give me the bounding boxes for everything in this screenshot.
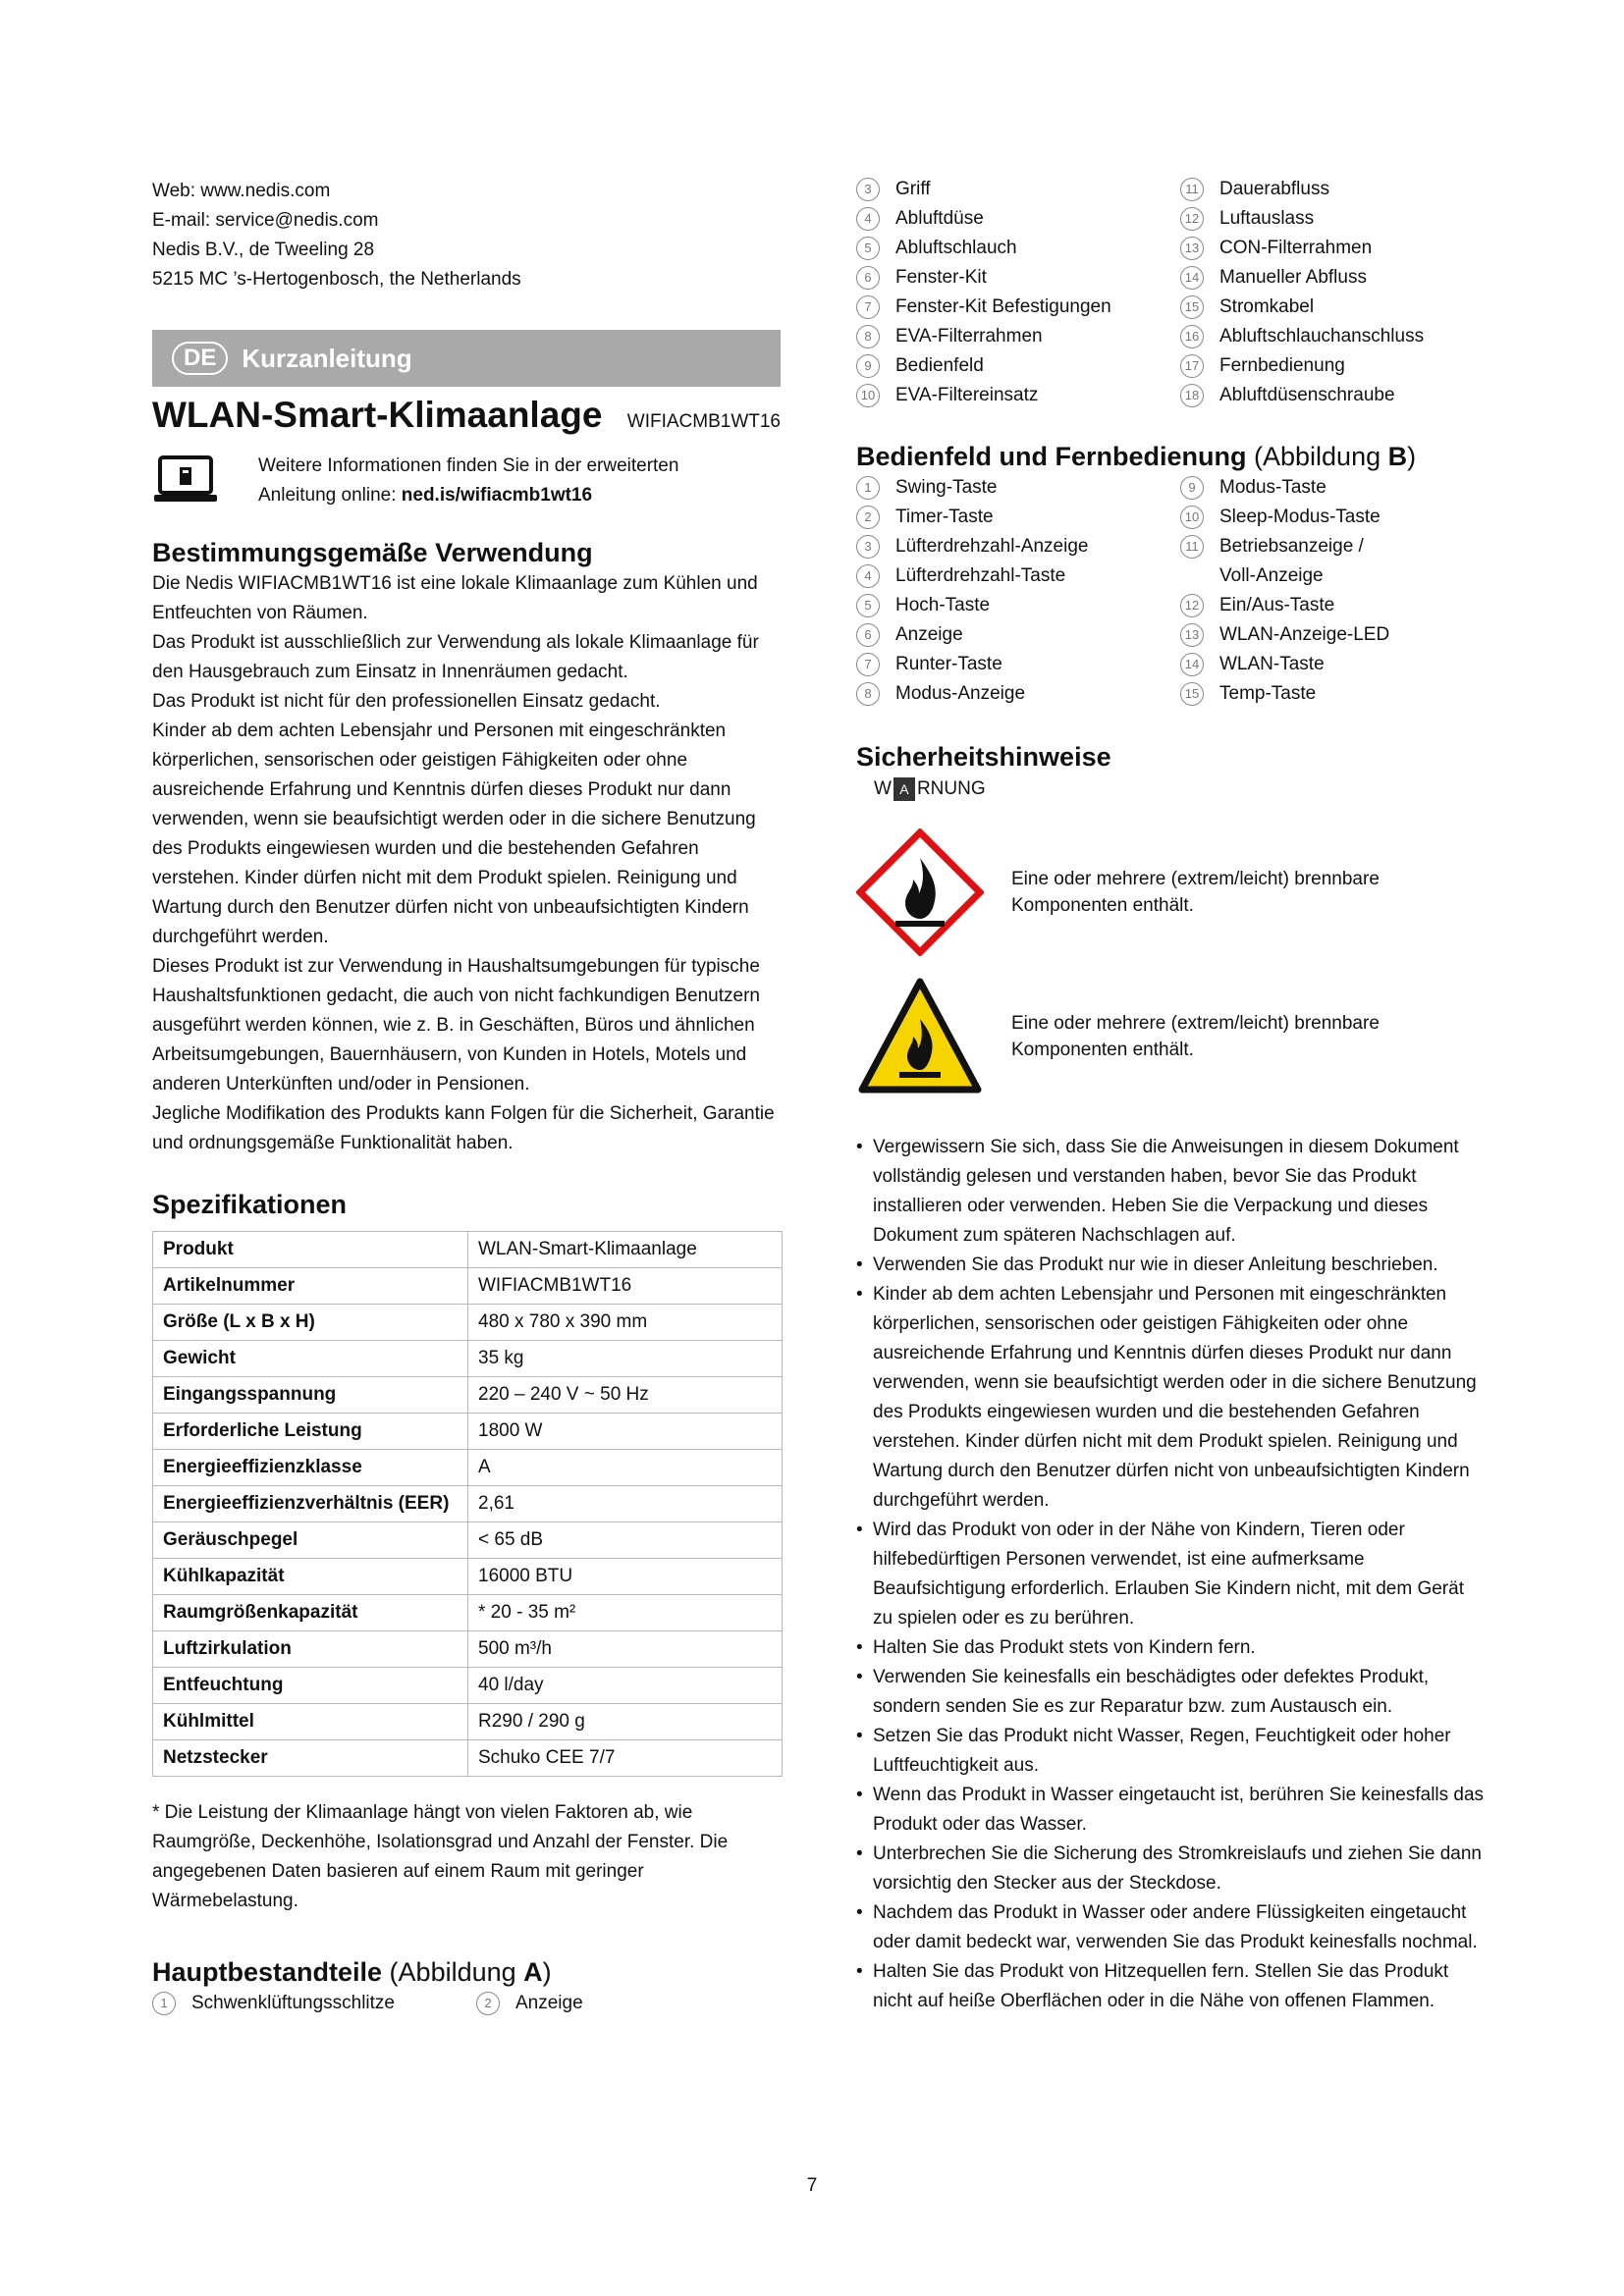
spec-value: * 20 - 35 m² [468, 1595, 783, 1631]
item-label: Betriebsanzeige / [1219, 536, 1364, 557]
spec-value: Schuko CEE 7/7 [468, 1740, 783, 1777]
item-number: 15 [1180, 682, 1204, 706]
parts-heading: Hauptbestandteile (Abbildung A) [152, 1957, 552, 1987]
item-number: 8 [856, 682, 880, 706]
spec-label-cell [153, 1522, 468, 1559]
contact-company: Nedis B.V., de Tweeling 28 [152, 240, 375, 260]
item-label: Abluftdüsenschraube [1219, 385, 1395, 405]
spec-row [153, 1486, 783, 1522]
item-number: 11 [1180, 535, 1204, 559]
spec-label: Netzstecker [163, 1747, 268, 1768]
spec-row [153, 1704, 783, 1740]
spec-label-cell [153, 1450, 468, 1486]
spec-row [153, 1668, 783, 1704]
safety-heading: Sicherheitshinweise [856, 742, 1111, 772]
component-item [856, 620, 1180, 650]
spec-label-cell [153, 1668, 468, 1704]
spec-row [153, 1305, 783, 1341]
item-number: 6 [856, 266, 880, 290]
component-item [1180, 591, 1485, 620]
spec-value: 16000 BTU [468, 1559, 783, 1595]
item-label: Manueller Abfluss [1219, 267, 1367, 288]
component-item [856, 263, 1180, 293]
spec-row [153, 1595, 783, 1631]
parts-section [152, 1955, 781, 2018]
usage-paragraph: Jegliche Modifikation des Produkts kann Folgen für die Sicherheit, Garantie und ordnungsgemäße Funktionalität haben. [152, 1103, 775, 1153]
component-item [856, 293, 1180, 322]
hazard-text-1: Eine oder mehrere (extrem/leicht) brennbare Komponenten enthält. [1011, 869, 1380, 916]
item-label: Abluftdüse [895, 208, 984, 229]
spec-label: Geräuschpegel [163, 1529, 298, 1550]
component-item [1180, 561, 1485, 591]
spec-value: 35 kg [468, 1341, 783, 1377]
item-number: 2 [476, 1992, 500, 2015]
item-label: WLAN-Taste [1219, 654, 1325, 674]
spec-row [153, 1268, 783, 1305]
item-number: 1 [152, 1992, 176, 2015]
item-number: 15 [1180, 295, 1204, 319]
item-number: 12 [1180, 207, 1204, 231]
component-item [856, 532, 1180, 561]
component-item [856, 175, 1180, 204]
spec-label-cell [153, 1740, 468, 1777]
spec-value: 500 m³/h [468, 1631, 783, 1668]
title-row [152, 395, 781, 436]
component-item [1180, 620, 1485, 650]
spec-label: Entfeuchtung [163, 1675, 284, 1695]
item-number: 17 [1180, 354, 1204, 378]
component-item [1180, 293, 1485, 322]
contact-web: Web: www.nedis.com [152, 181, 331, 201]
item-label: Schwenklüftungsschlitze [191, 1993, 395, 2013]
item-label: Fernbedienung [1219, 355, 1345, 376]
item-number: 13 [1180, 237, 1204, 260]
spec-footnote: * Die Leistung der Klimaanlage hängt von vielen Faktoren ab, wie Raumgröße, Deckenhöhe, Isolationsgrad und Anzahl der Fenster. Die angegebenen Daten basieren auf einem Raum mit geringer Wärmebelastung. [152, 1802, 729, 1911]
hazard-flammable-triangle [856, 976, 1485, 1097]
component-item [1180, 234, 1485, 263]
component-item [1180, 650, 1485, 679]
safety-bullet: • Wenn das Produkt in Wasser eingetaucht ist, berühren Sie keinesfalls das Produkt oder das Wasser. [856, 1781, 1485, 1840]
language-banner [152, 330, 781, 387]
spec-row [153, 1377, 783, 1414]
item-label: WLAN-Anzeige-LED [1219, 624, 1390, 645]
contact-address: 5215 MC ’s-Hertogenbosch, the Netherlands [152, 269, 521, 290]
spec-table [152, 1231, 783, 1777]
ghs-flame-icon [856, 828, 984, 956]
item-label: Dauerabfluss [1219, 179, 1329, 199]
item-number: 5 [856, 237, 880, 260]
item-number: 14 [1180, 653, 1204, 676]
spec-label: Energieeffizienzklasse [163, 1457, 362, 1477]
item-number: 2 [856, 506, 880, 529]
item-number: 11 [1180, 178, 1204, 201]
safety-bullet: • Verwenden Sie das Produkt nur wie in dieser Anleitung beschrieben. [856, 1251, 1485, 1280]
component-item [1180, 381, 1485, 410]
component-item [1180, 175, 1485, 204]
component-item [856, 351, 1180, 381]
item-label: Bedienfeld [895, 355, 984, 376]
spec-label-cell [153, 1305, 468, 1341]
warning-icon: A [893, 777, 915, 801]
spec-row [153, 1232, 783, 1268]
spec-row [153, 1522, 783, 1559]
spec-row [153, 1450, 783, 1486]
item-number: 12 [1180, 594, 1204, 617]
item-label: EVA-Filterrahmen [895, 326, 1043, 347]
item-number: 13 [1180, 623, 1204, 647]
item-number: 9 [856, 354, 880, 378]
item-number: 3 [856, 178, 880, 201]
usage-paragraph: Das Produkt ist ausschließlich zur Verwendung als lokale Klimaanlage für den Hausgebrauch zum Einsatz in Innenräumen gedacht. [152, 632, 759, 682]
spec-label-cell [153, 1559, 468, 1595]
item-number: 4 [856, 207, 880, 231]
item-number: 4 [856, 564, 880, 588]
item-label: Runter-Taste [895, 654, 1002, 674]
hazard-flammable [856, 828, 1485, 956]
component-item [856, 503, 1180, 532]
safety-bullets [856, 1133, 1485, 2016]
item-label: Temp-Taste [1219, 683, 1317, 704]
parts-list-a [152, 1989, 781, 2018]
spec-label-cell [153, 1377, 468, 1414]
item-number: 7 [856, 653, 880, 676]
item-number: 7 [856, 295, 880, 319]
item-label: Fenster-Kit Befestigungen [895, 296, 1111, 317]
contact-block [152, 177, 781, 294]
panel-list [856, 473, 1485, 709]
spec-label: Gewicht [163, 1348, 236, 1368]
info-text-1: Weitere Informationen finden Sie in der erweiterten [258, 455, 679, 476]
item-number: 16 [1180, 325, 1204, 348]
component-item [856, 679, 1180, 709]
item-label: Fenster-Kit [895, 267, 987, 288]
spec-value: 220 – 240 V ~ 50 Hz [468, 1377, 783, 1414]
component-item [856, 591, 1180, 620]
safety-bullet: • Verwenden Sie keinesfalls ein beschädigtes oder defektes Produkt, sondern senden Sie es zur Reparatur bzw. zum Austausch ein. [856, 1663, 1485, 1722]
component-item [476, 1989, 781, 2018]
panel-heading: Bedienfeld und Fernbedienung (Abbildung B) [856, 442, 1417, 471]
left-column [152, 177, 781, 2018]
spec-label: Eingangsspannung [163, 1384, 337, 1405]
info-text-2: Anleitung online: [258, 485, 402, 506]
laptop-icon [152, 455, 219, 505]
info-note [152, 452, 781, 510]
safety-bullet: • Vergewissern Sie sich, dass Sie die Anweisungen in diesem Dokument vollständig gelesen und verstanden haben, bevor Sie das Produkt installieren oder verwenden. Heben Sie die Verpackung und dieses Dokument zum späteren Nachschlagen auf. [856, 1133, 1485, 1251]
item-label: Timer-Taste [895, 507, 994, 527]
usage-heading: Bestimmungsgemäße Verwendung [152, 538, 593, 567]
flammable-triangle-icon [856, 976, 984, 1097]
spec-label: Erforderliche Leistung [163, 1420, 362, 1441]
spec-section [152, 1188, 781, 1916]
usage-paragraph: Das Produkt ist nicht für den professionellen Einsatz gedacht. [152, 691, 661, 712]
item-number: 5 [856, 594, 880, 617]
item-label: EVA-Filtereinsatz [895, 385, 1039, 405]
component-item [856, 234, 1180, 263]
hazard-text-2: Eine oder mehrere (extrem/leicht) brennbare Komponenten enthält. [1011, 1013, 1380, 1060]
item-label: Hoch-Taste [895, 595, 991, 615]
item-label: Lüfterdrehzahl-Taste [895, 565, 1066, 586]
component-item [856, 204, 1180, 234]
spec-label: Kühlmittel [163, 1711, 254, 1732]
item-label: Ein/Aus-Taste [1219, 595, 1335, 615]
item-label: Modus-Taste [1219, 477, 1326, 498]
item-label: Abluftschlauchanschluss [1219, 326, 1425, 347]
item-label: Stromkabel [1219, 296, 1315, 317]
safety-bullet: • Halten Sie das Produkt stets von Kindern fern. [856, 1633, 1485, 1663]
safety-bullet: • Setzen Sie das Produkt nicht Wasser, Regen, Feuchtigkeit oder hoher Luftfeuchtigkeit aus. [856, 1722, 1485, 1781]
safety-bullet: • Halten Sie das Produkt von Hitzequellen fern. Stellen Sie das Produkt nicht auf heiße Oberflächen oder in die Nähe von offenen Flammen. [856, 1957, 1485, 2016]
spec-heading: Spezifikationen [152, 1190, 348, 1219]
spec-value: 1800 W [468, 1414, 783, 1450]
component-item [152, 1989, 476, 2018]
item-label: Swing-Taste [895, 477, 998, 498]
safety-bullet: • Nachdem das Produkt in Wasser oder andere Flüssigkeiten eingetaucht oder damit bedeckt war, verwenden Sie das Produkt keinesfalls nochmal. [856, 1898, 1485, 1957]
component-item [856, 650, 1180, 679]
item-label: Sleep-Modus-Taste [1219, 507, 1380, 527]
right-column [856, 175, 1485, 2016]
safety-section [856, 740, 1485, 2016]
banner-label: Kurzanleitung [242, 343, 412, 373]
spec-value: A [468, 1450, 783, 1486]
spec-label: Artikelnummer [163, 1275, 296, 1296]
component-item [1180, 263, 1485, 293]
spec-label-cell [153, 1341, 468, 1377]
item-label: Anzeige [515, 1993, 583, 2013]
spec-label: Luftzirkulation [163, 1638, 292, 1659]
spec-label: Größe (L x B x H) [163, 1311, 315, 1332]
item-label: Abluftschlauch [895, 238, 1017, 258]
item-label: Anzeige [895, 624, 963, 645]
item-label: Luftauslass [1219, 208, 1315, 229]
usage-paragraph: Kinder ab dem achten Lebensjahr und Personen mit eingeschränkten körperlichen, sensorischen oder geistigen Fähigkeiten oder ohne ausreichende Erfahrung und Kenntnis dürfen dieses Produkt nur dann verwenden, wenn sie beaufsichtigt werden oder in die sichere Benutzung des Produkts eingewiesen wurden und die bestehenden Gefahren verstehen. Kinder dürfen nicht mit dem Produkt spielen. Reinigung und Wartung durch den Benutzer dürfen nicht von unbeaufsichtigten Kindern durchgeführt werden. [152, 721, 756, 947]
component-item [856, 322, 1180, 351]
panel-section [856, 440, 1485, 709]
component-item [1180, 679, 1485, 709]
item-number: 18 [1180, 384, 1204, 407]
spec-label-cell [153, 1414, 468, 1450]
page-number: 7 [806, 2175, 818, 2196]
item-number: 1 [856, 476, 880, 500]
spec-value: R290 / 290 g [468, 1704, 783, 1740]
item-number: 10 [1180, 506, 1204, 529]
spec-label-cell [153, 1595, 468, 1631]
spec-row [153, 1631, 783, 1668]
item-number: 9 [1180, 476, 1204, 500]
component-item [1180, 204, 1485, 234]
spec-value: 40 l/day [468, 1668, 783, 1704]
usage-paragraph: Die Nedis WIFIACMB1WT16 ist eine lokale Klimaanlage zum Kühlen und Entfeuchten von Räumen. [152, 573, 758, 623]
spec-label: Raumgrößenkapazität [163, 1602, 358, 1623]
component-item [856, 561, 1180, 591]
usage-section [152, 536, 781, 1158]
item-label: Griff [895, 179, 931, 199]
spec-row [153, 1414, 783, 1450]
spec-row [153, 1559, 783, 1595]
item-label: Lüfterdrehzahl-Anzeige [895, 536, 1089, 557]
item-number: 3 [856, 535, 880, 559]
spec-label-cell [153, 1486, 468, 1522]
info-link[interactable]: ned.is/wifiacmb1wt16 [401, 485, 593, 506]
item-label: Voll-Anzeige [1219, 565, 1324, 586]
item-number: 10 [856, 384, 880, 407]
spec-value: < 65 dB [468, 1522, 783, 1559]
spec-value: 2,61 [468, 1486, 783, 1522]
parts-list-b [856, 175, 1485, 410]
item-number: 8 [856, 325, 880, 348]
spec-row [153, 1740, 783, 1777]
spec-label-cell [153, 1268, 468, 1305]
item-number: 6 [856, 623, 880, 647]
spec-value: WLAN-Smart-Klimaanlage [468, 1232, 783, 1268]
safety-bullet: • Unterbrechen Sie die Sicherung des Stromkreislaufs und ziehen Sie dann vorsichtig den Stecker aus der Steckdose. [856, 1840, 1485, 1898]
item-number: 14 [1180, 266, 1204, 290]
component-item [1180, 503, 1485, 532]
safety-bullet: • Kinder ab dem achten Lebensjahr und Personen mit eingeschränkten körperlichen, sensorischen oder geistigen Fähigkeiten oder ohne ausreichende Erfahrung und Kenntnis dürfen dieses Produkt nur dann verwenden, wenn sie beaufsichtigt werden oder in die sichere Benutzung des Produkts eingewiesen wurden und die bestehenden Gefahren verstehen. Kinder dürfen nicht mit dem Produkt spielen. Reinigung und Wartung durch den Benutzer dürfen nicht von unbeaufsichtigten Kindern durchgeführt werden. [856, 1280, 1485, 1516]
spec-label: Energieeffizienzverhältnis (EER) [163, 1493, 450, 1514]
component-item [856, 381, 1180, 410]
spec-value: 480 x 780 x 390 mm [468, 1305, 783, 1341]
spec-row [153, 1341, 783, 1377]
spec-label-cell [153, 1232, 468, 1268]
language-badge: DE [172, 342, 228, 375]
spec-label: Kühlkapazität [163, 1566, 285, 1586]
safety-bullet: • Wird das Produkt von oder in der Nähe von Kindern, Tieren oder hilfebedürftigen Personen verwendet, ist eine aufmerksame Beaufsichtigung erforderlich. Erlauben Sie Kindern nicht, mit dem Gerät zu spielen oder es zu berühren. [856, 1516, 1485, 1633]
component-item [1180, 473, 1485, 503]
spec-value: WIFIACMB1WT16 [468, 1268, 783, 1305]
item-label: CON-Filterrahmen [1219, 238, 1373, 258]
warning-label: W A RNUNG [874, 778, 986, 799]
spec-label-cell [153, 1631, 468, 1668]
usage-paragraph: Dieses Produkt ist zur Verwendung in Haushaltsumgebungen für typische Haushaltsfunktionen gedacht, die auch von nicht fachkundigen Benutzern ausgeführt werden können, wie z. B. in Geschäften, Büros und ähnlichen Arbeitsumgebungen, Bauernhäusern, von Kunden in Hotels, Motels und anderen Unterkünften und/oder in Pensionen. [152, 956, 760, 1095]
component-item [1180, 532, 1485, 561]
component-item [856, 473, 1180, 503]
component-item [1180, 322, 1485, 351]
spec-label-cell [153, 1704, 468, 1740]
page-title: WLAN-Smart-Klimaanlage [152, 395, 603, 435]
item-label: Modus-Anzeige [895, 683, 1026, 704]
model-number: WIFIACMB1WT16 [626, 411, 781, 432]
contact-email: E-mail: service@nedis.com [152, 210, 379, 231]
spec-label: Produkt [163, 1239, 234, 1259]
component-item [1180, 351, 1485, 381]
